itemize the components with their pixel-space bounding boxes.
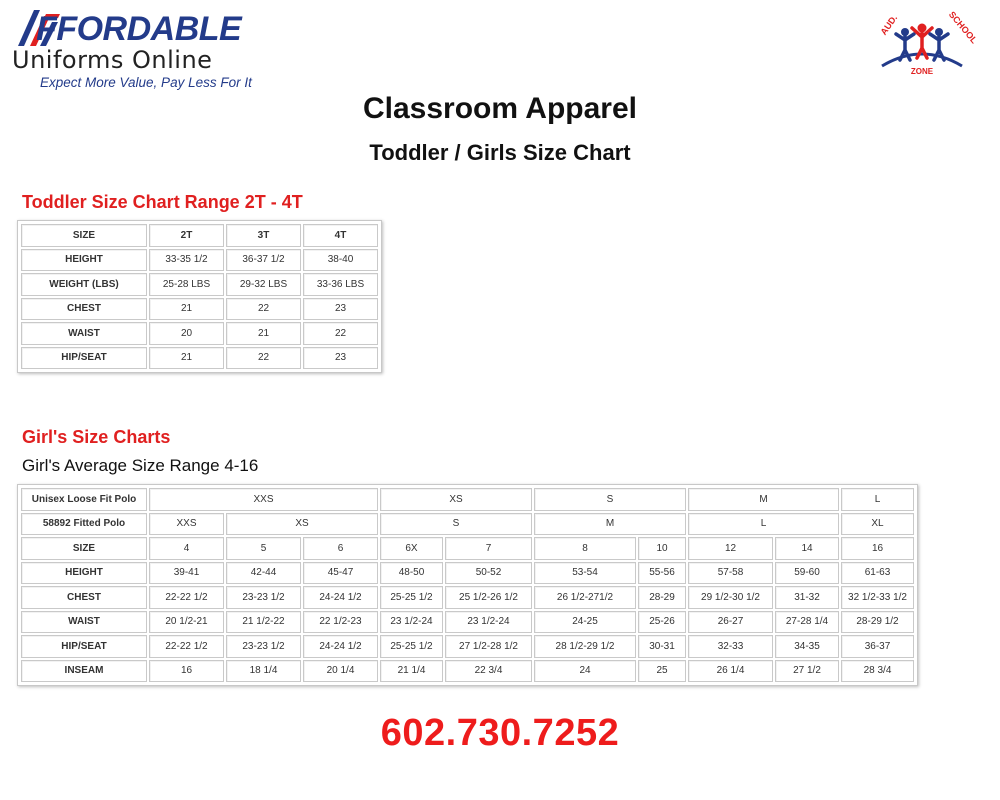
table-cell: 23 [303,347,378,370]
table-row [21,537,914,560]
table-cell: 21 1/2-22 [226,611,301,634]
girls-range-label: Girl's Average Size Range 4-16 [22,456,259,475]
row-label-cell: CHEST [21,298,147,321]
partner-right-text: SCHOOL [946,9,980,46]
table-cell: 53-54 [534,562,636,585]
girls-size-table [17,484,918,686]
table-cell: 29-32 LBS [226,273,301,296]
toddler-size-table [17,220,382,373]
table-cell: 32-33 [688,635,773,658]
table-cell: S [380,513,532,536]
row-label-cell: SIZE [21,224,147,247]
table-cell: 22-22 1/2 [149,635,224,658]
table-cell: 61-63 [841,562,914,585]
table-cell: L [688,513,839,536]
table-cell: 27-28 1/4 [775,611,839,634]
table-cell: 55-56 [638,562,686,585]
table-cell: 25-25 1/2 [380,635,443,658]
table-cell: 27 1/2 [775,660,839,683]
page-subtitle: Toddler / Girls Size Chart [369,140,631,165]
table-cell: 6X [380,537,443,560]
partner-left-text: AUD. [878,12,900,37]
page-title: Classroom Apparel [363,92,637,125]
girls-table [19,486,916,684]
table-cell: 36-37 [841,635,914,658]
table-cell: 36-37 1/2 [226,249,301,272]
table-cell: L [841,488,914,511]
table-cell: 22-22 1/2 [149,586,224,609]
table-cell: 16 [841,537,914,560]
table-row [21,586,914,609]
row-label-cell: 2T [149,224,224,247]
row-label-cell: 3T [226,224,301,247]
row-label-cell: 4T [303,224,378,247]
table-cell: M [534,513,686,536]
table-cell: 26-27 [688,611,773,634]
table-cell: 22 [226,347,301,370]
table-cell: 25 [638,660,686,683]
table-cell: 33-36 LBS [303,273,378,296]
row-label-cell: WEIGHT (LBS) [21,273,147,296]
row-label-cell: CHEST [21,586,147,609]
table-cell: 33-35 1/2 [149,249,224,272]
toddler-table [19,222,380,371]
table-cell: 18 1/4 [226,660,301,683]
table-cell: 24-24 1/2 [303,635,378,658]
row-label-cell: HEIGHT [21,249,147,272]
table-cell: 21 [149,298,224,321]
table-cell: 57-58 [688,562,773,585]
row-label-cell: INSEAM [21,660,147,683]
table-cell: 23-23 1/2 [226,586,301,609]
table-cell: 20 1/4 [303,660,378,683]
brand-logo [8,6,268,92]
table-cell: 22 [303,322,378,345]
row-label-cell: 58892 Fitted Polo [21,513,147,536]
table-cell: 28 1/2-29 1/2 [534,635,636,658]
partner-bottom-text: ZONE [910,67,934,76]
table-cell: 42-44 [226,562,301,585]
table-cell: 22 3/4 [445,660,532,683]
row-label-cell: WAIST [21,611,147,634]
table-cell: 38-40 [303,249,378,272]
table-cell: 25 1/2-26 1/2 [445,586,532,609]
girls-heading: Girl's Size Charts [22,427,171,447]
table-cell: XS [380,488,532,511]
brand-subline: Uniforms Online [12,46,213,74]
table-cell: 16 [149,660,224,683]
table-cell: 8 [534,537,636,560]
table-row [21,298,378,321]
table-cell: 50-52 [445,562,532,585]
table-cell: 24-25 [534,611,636,634]
table-cell: 14 [775,537,839,560]
table-cell: 31-32 [775,586,839,609]
table-cell: XXS [149,488,378,511]
table-cell: 21 [149,347,224,370]
table-cell: 30-31 [638,635,686,658]
table-cell: 59-60 [775,562,839,585]
table-cell: 12 [688,537,773,560]
row-label-cell: HEIGHT [21,562,147,585]
table-row [21,660,914,683]
table-cell: 28 3/4 [841,660,914,683]
table-row [21,513,914,536]
table-row [21,562,914,585]
table-cell: 32 1/2-33 1/2 [841,586,914,609]
table-cell: 25-25 1/2 [380,586,443,609]
table-row [21,224,378,247]
brand-wordmark [12,12,241,46]
table-cell: 23 1/2-24 [445,611,532,634]
brand-name: FFORDABLE [36,10,242,48]
table-cell: 29 1/2-30 1/2 [688,586,773,609]
table-cell: 22 1/2-23 [303,611,378,634]
table-cell: 28-29 1/2 [841,611,914,634]
table-cell: 34-35 [775,635,839,658]
brand-tagline: Expect More Value, Pay Less For It [40,75,252,90]
table-cell: M [688,488,839,511]
table-cell: 4 [149,537,224,560]
table-cell: 20 1/2-21 [149,611,224,634]
table-cell: 28-29 [638,586,686,609]
table-cell: 22 [226,298,301,321]
table-row [21,249,378,272]
table-cell: 27 1/2-28 1/2 [445,635,532,658]
table-row [21,347,378,370]
table-cell: 25-26 [638,611,686,634]
row-label-cell: HIP/SEAT [21,635,147,658]
table-cell: 5 [226,537,301,560]
table-cell: XXS [149,513,224,536]
table-row [21,273,378,296]
row-label-cell: HIP/SEAT [21,347,147,370]
table-cell: XL [841,513,914,536]
phone-number: 602.730.7252 [380,712,620,754]
table-cell: 24-24 1/2 [303,586,378,609]
table-cell: 20 [149,322,224,345]
table-row [21,322,378,345]
table-row [21,488,914,511]
table-cell: 10 [638,537,686,560]
table-cell: 23 1/2-24 [380,611,443,634]
table-cell: 7 [445,537,532,560]
table-cell: 21 1/4 [380,660,443,683]
table-cell: 45-47 [303,562,378,585]
table-cell: 6 [303,537,378,560]
table-cell: 39-41 [149,562,224,585]
table-cell: 25-28 LBS [149,273,224,296]
school-zone-logo [872,8,980,78]
table-cell: 23-23 1/2 [226,635,301,658]
table-cell: 26 1/2-271/2 [534,586,636,609]
table-cell: S [534,488,686,511]
row-label-cell: WAIST [21,322,147,345]
table-cell: 26 1/4 [688,660,773,683]
table-cell: 48-50 [380,562,443,585]
row-label-cell: Unisex Loose Fit Polo [21,488,147,511]
table-row [21,635,914,658]
table-row [21,611,914,634]
table-cell: 21 [226,322,301,345]
table-cell: 23 [303,298,378,321]
table-cell: 24 [534,660,636,683]
table-cell: XS [226,513,378,536]
toddler-heading: Toddler Size Chart Range 2T - 4T [22,192,303,212]
row-label-cell: SIZE [21,537,147,560]
